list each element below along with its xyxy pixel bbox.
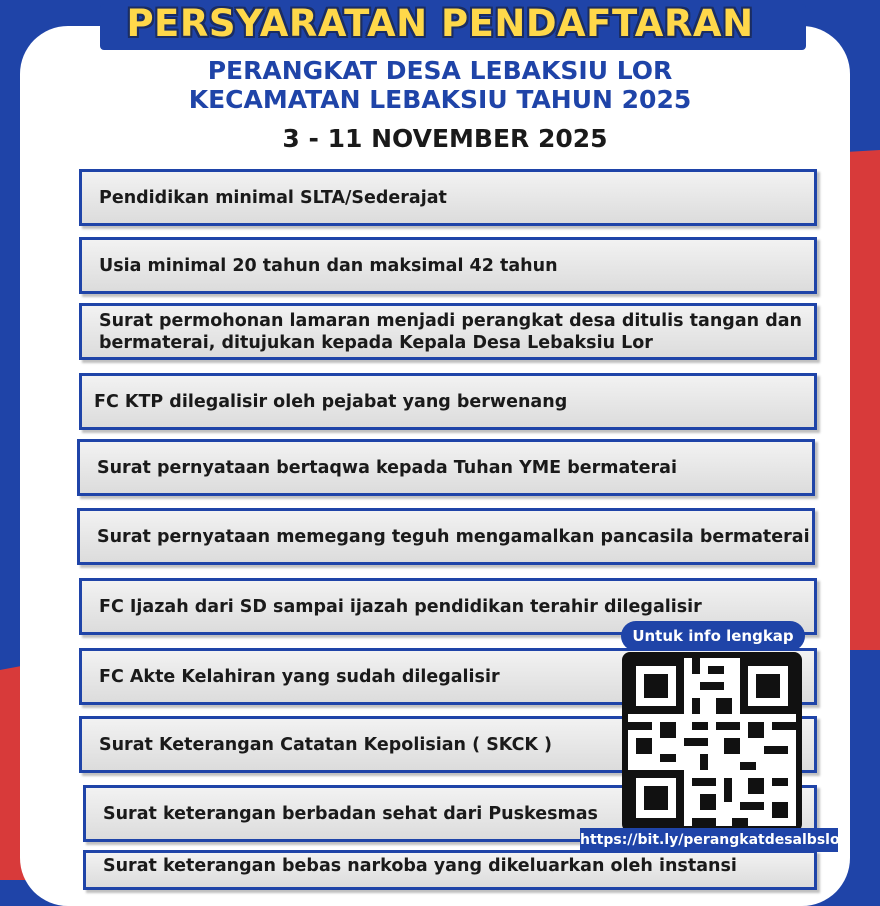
requirement-item: Usia minimal 20 tahun dan maksimal 42 tahun xyxy=(79,237,817,294)
requirement-item: Pendidikan minimal SLTA/Sederajat xyxy=(79,169,817,226)
requirement-item: Surat pernyataan memegang teguh mengamalkan pancasila bermaterai xyxy=(77,508,815,565)
requirement-item: Surat keterangan berbadan sehat dari Puskesmas xyxy=(83,785,817,842)
requirement-item: FC Ijazah dari SD sampai ijazah pendidikan terahir dilegalisir xyxy=(79,578,817,635)
page-title: PERSYARATAN PENDAFTARAN xyxy=(126,2,754,45)
info-label: Untuk info lengkap xyxy=(621,621,805,651)
qr-code-icon xyxy=(622,652,802,832)
date-range: 3 - 11 NOVEMBER 2025 xyxy=(282,124,608,153)
requirement-item: FC Akte Kelahiran yang sudah dilegalisir xyxy=(79,648,817,705)
subtitle-line-2: KECAMATAN LEBAKSIU TAHUN 2025 xyxy=(188,85,692,114)
qr-link-url[interactable]: https://bit.ly/perangkatdesalbslor xyxy=(580,828,838,852)
requirement-item: Surat keterangan bebas narkoba yang dikeluarkan oleh instansi xyxy=(83,850,817,890)
requirement-item: Surat pernyataan bertaqwa kepada Tuhan YME bermaterai xyxy=(77,439,815,496)
requirement-item: FC KTP dilegalisir oleh pejabat yang berwenang xyxy=(79,373,817,430)
requirement-item: Surat permohonan lamaran menjadi perangkat desa ditulis tangan dan bermaterai, ditujukan kepada Kepala Desa Lebaksiu Lor xyxy=(79,303,817,360)
requirement-item: Surat Keterangan Catatan Kepolisian ( SKCK ) xyxy=(79,716,817,773)
subtitle-line-1: PERANGKAT DESA LEBAKSIU LOR xyxy=(207,56,673,85)
